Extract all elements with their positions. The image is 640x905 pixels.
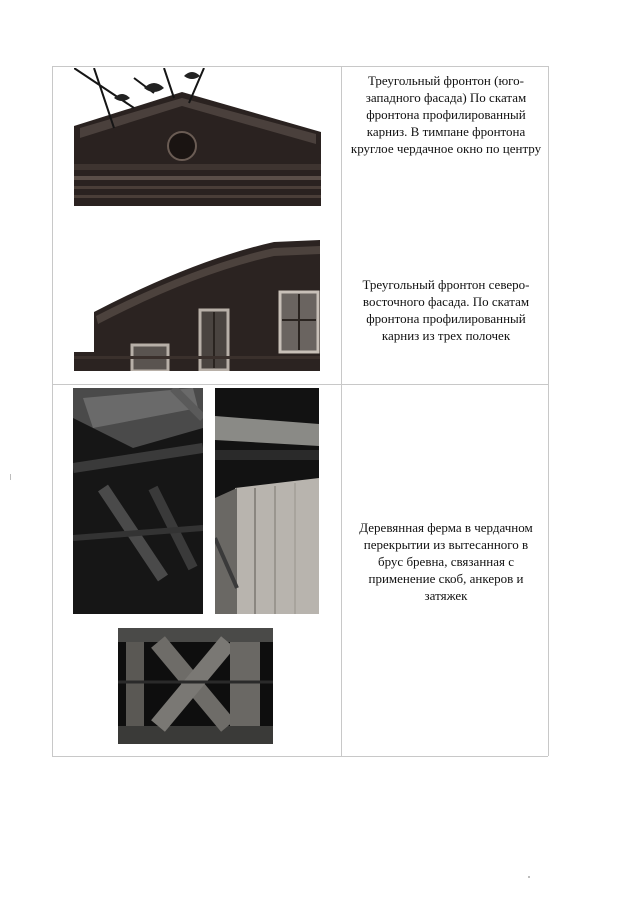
caption-line: брус бревна, связанная с — [377, 554, 515, 569]
caption-southwest-pediment — [346, 72, 546, 157]
caption-wooden-truss — [346, 519, 546, 604]
caption-line: круглое чердачное окно по центру — [350, 141, 542, 156]
scan-mark — [528, 876, 530, 878]
table-column-divider — [341, 66, 342, 756]
caption-line: Треугольный фронтон (юго- — [367, 73, 525, 88]
photo-attic-truss-left — [73, 388, 203, 614]
caption-line: фронтона профилированный — [366, 311, 526, 326]
caption-line: Треугольный фронтон северо- — [362, 277, 530, 292]
table-border-left — [52, 66, 53, 756]
caption-northeast-pediment — [346, 276, 546, 344]
photo-attic-cross-brace — [118, 628, 273, 744]
photo-attic-beams-right — [215, 388, 319, 614]
caption-line: западного фасада) По скатам — [365, 90, 527, 105]
photo-northeast-pediment — [74, 240, 320, 371]
table-border-right — [548, 66, 549, 756]
caption-line: фронтона профилированный — [366, 107, 526, 122]
caption-line: затяжек — [424, 588, 468, 603]
caption-line: восточного фасада. По скатам — [362, 294, 530, 309]
caption-line: перекрытии из вытесанного в — [363, 537, 529, 552]
caption-line: карниз. В тимпане фронтона — [366, 124, 526, 139]
table-row-divider — [52, 384, 548, 385]
scan-mark — [10, 474, 11, 480]
caption-line: Деревянная ферма в чердачном — [359, 520, 533, 535]
caption-line: карниз из трех полочек — [381, 328, 511, 343]
table-border-bottom — [52, 756, 548, 757]
photo-southwest-pediment — [74, 68, 321, 206]
table-border-top — [52, 66, 548, 67]
caption-line: применение скоб, анкеров и — [368, 571, 524, 586]
